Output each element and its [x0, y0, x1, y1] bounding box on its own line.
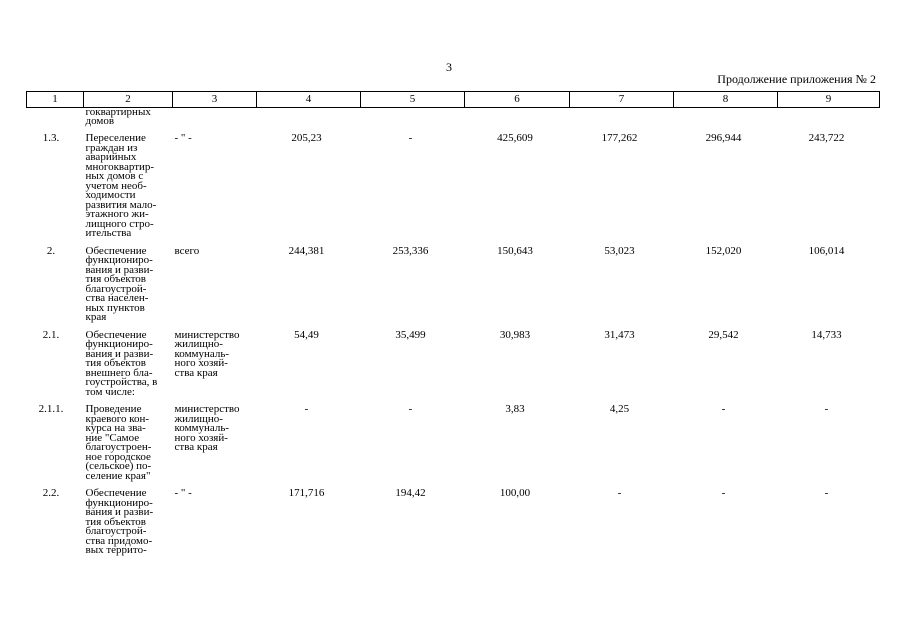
table-row — [27, 323, 880, 398]
value-cell: 177,262 — [601, 132, 638, 144]
row-number: 2.2. — [42, 487, 60, 499]
column-header: 2 — [84, 92, 173, 108]
column-header: 9 — [778, 92, 880, 108]
measure-name: Проведение краевого кон- курса на зва- ние "Самое благоустроен- ное городское (сельское) по- селение края" — [85, 403, 152, 482]
column-header: 1 — [27, 92, 84, 108]
continuation-row — [27, 108, 880, 127]
measure-name: Переселение граждан из аварийных многоквартир- ных домов с учетом необ- ходимости развития мало- этажного жи- лищного стро- ительства — [85, 132, 157, 239]
column-header: 5 — [361, 92, 465, 108]
value-cell: 244,381 — [288, 244, 325, 257]
column-header: 3 — [173, 92, 257, 108]
continued-measure-name: гоквартирных домов — [85, 106, 151, 127]
row-number: 1.3. — [42, 132, 60, 144]
value-cell: 296,944 — [705, 132, 742, 144]
value-cell: 425,609 — [497, 132, 533, 144]
value-cell: - — [824, 487, 829, 499]
column-header: 7 — [570, 92, 674, 108]
value-cell: - — [824, 403, 829, 415]
executor: министерство жилищно- коммуналь- ного хозяй- ства края — [174, 328, 240, 379]
value-cell: 31,473 — [604, 328, 635, 341]
value-cell: 14,733 — [811, 328, 842, 341]
appendix-table — [26, 91, 880, 556]
table-row — [27, 397, 880, 481]
value-cell: 100,00 — [499, 487, 531, 499]
value-cell: 171,716 — [288, 487, 325, 499]
row-number: 2. — [46, 244, 56, 257]
continuation-label: Продолжение приложения № 2 — [717, 72, 876, 86]
table-row — [27, 126, 880, 239]
value-cell: 106,014 — [808, 244, 845, 257]
value-cell: 152,020 — [705, 244, 742, 257]
value-cell: 205,23 — [291, 132, 322, 144]
measure-name: Обеспечение функциониро- вания и разви- тия объектов благоустрой- ства населен- ных пунктов края — [85, 244, 154, 323]
value-cell: - — [617, 487, 622, 499]
column-header: 8 — [674, 92, 778, 108]
value-cell: 4,25 — [609, 403, 630, 415]
executor: - " - — [174, 487, 192, 499]
value-cell: - — [721, 487, 726, 499]
table-row — [27, 239, 880, 323]
value-cell: 30,983 — [499, 328, 531, 341]
value-cell: 29,542 — [708, 328, 739, 341]
row-number: 2.1.1. — [38, 403, 64, 415]
value-cell: 150,643 — [497, 244, 533, 257]
table-row — [27, 481, 880, 556]
value-cell: 194,42 — [395, 487, 426, 499]
column-number-header-row — [27, 92, 880, 108]
page-number: 3 — [446, 60, 452, 74]
measure-name: Обеспечение функциониро- вания и разви- тия объектов благоустрой- ства придомо- вых террито- — [85, 487, 154, 556]
value-cell: - — [408, 403, 413, 415]
executor: всего — [174, 244, 200, 257]
value-cell: - — [304, 403, 309, 415]
value-cell: 243,722 — [808, 132, 845, 144]
value-cell: 53,023 — [604, 244, 635, 257]
row-number: 2.1. — [42, 328, 60, 341]
value-cell: 253,336 — [392, 244, 429, 257]
measure-name: Обеспечение функциониро- вания и разви- тия объектов внешнего бла- гоустройства, в том числе: — [85, 328, 158, 398]
executor: министерство жилищно- коммуналь- ного хозяй- ства края — [174, 403, 240, 453]
column-header: 4 — [257, 92, 361, 108]
value-cell: 35,499 — [395, 328, 426, 341]
value-cell: - — [721, 403, 726, 415]
value-cell: 54,49 — [294, 328, 319, 341]
value-cell: 3,83 — [505, 403, 525, 415]
executor: - " - — [174, 132, 192, 144]
value-cell: - — [408, 132, 413, 144]
column-header: 6 — [465, 92, 570, 108]
